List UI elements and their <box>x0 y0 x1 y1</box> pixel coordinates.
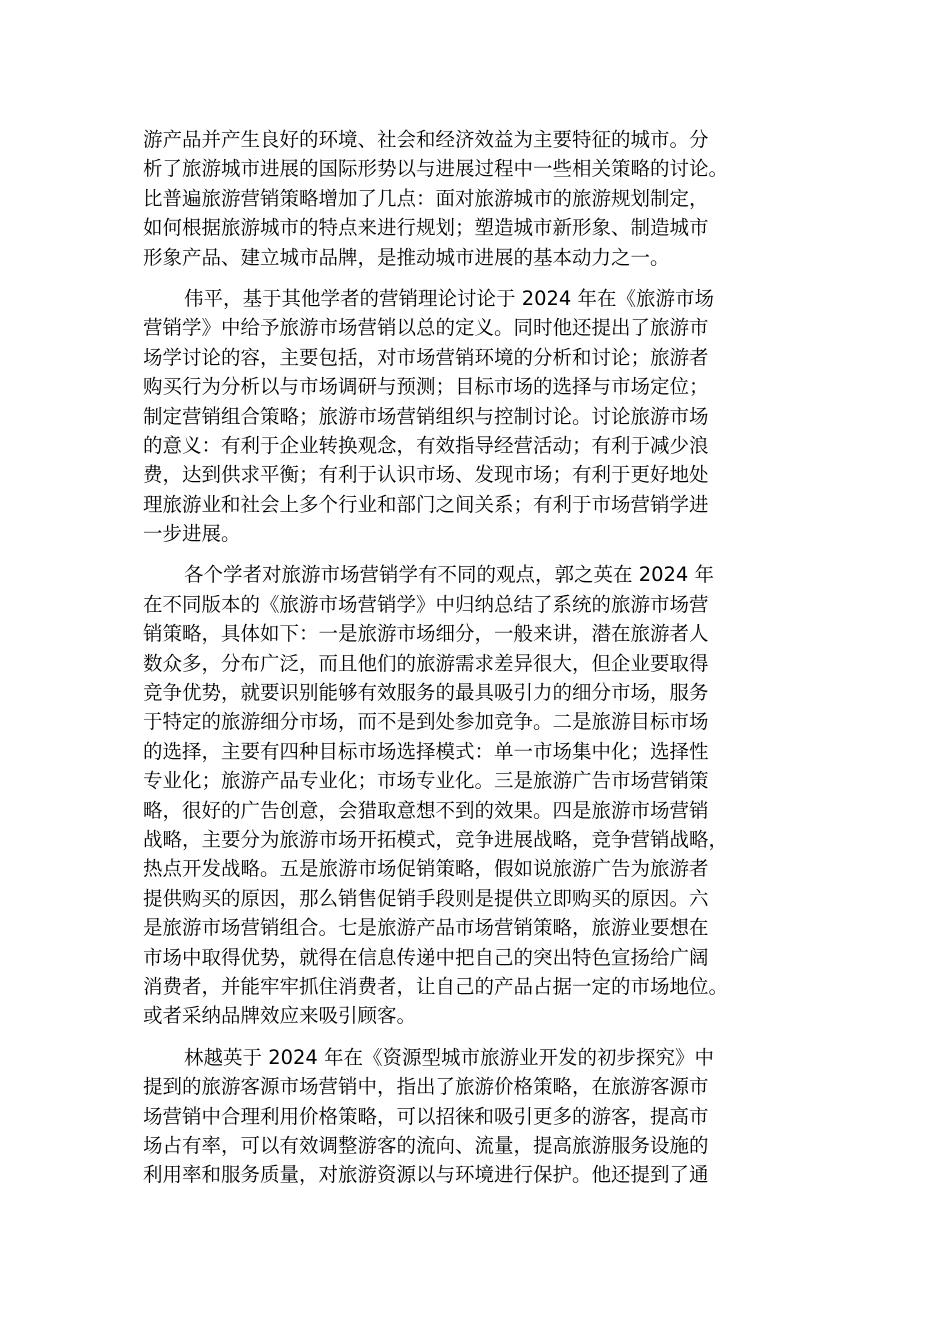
paragraph-3 <box>143 560 807 1030</box>
text-line: 购买行为分析以与市场调研与预测；目标市场的选择与市场定位； <box>143 375 709 399</box>
text-line: 形象产品、建立城市品牌，是推动城市进展的基本动力之一。 <box>143 245 670 269</box>
text-line: 竞争优势，就要识别能够有效服务的最具吸引力的细分市场，服务 <box>143 681 709 705</box>
text-line: 热点开发战略。五是旅游市场促销策略，假如说旅游广告为旅游者 <box>143 857 709 881</box>
text-line: 制定营销组合策略；旅游市场营销组织与控制讨论。讨论旅游市场 <box>143 404 709 428</box>
text-line: 如何根据旅游城市的特点来进行规划；塑造城市新形象、制造城市 <box>143 216 709 240</box>
text-line: 比普遍旅游营销策略增加了几点：面对旅游城市的旅游规划制定， <box>143 186 709 210</box>
text-line: 是旅游市场营销组合。七是旅游产品市场营销策略，旅游业要想在 <box>143 916 709 940</box>
text-line: 利用率和服务质量，对旅游资源以与环境进行保护。他还提到了通 <box>143 1163 709 1187</box>
text-line: 一步进展。 <box>143 522 241 546</box>
paragraph-2 <box>143 284 807 549</box>
text-line: 各个学者对旅游市场营销学有不同的观点，郭之英在 2024 年 <box>184 563 715 587</box>
text-line: 专业化；旅游产品专业化；市场专业化。三是旅游广告市场营销策 <box>143 769 709 793</box>
text-line: 场占有率，可以有效调整游客的流向、流量，提高旅游服务设施的 <box>143 1133 709 1157</box>
text-line: 在不同版本的《旅游市场营销学》中归纳总结了系统的旅游市场营 <box>143 592 709 616</box>
text-line: 营销学》中给予旅游市场营销以总的定义。同时他还提出了旅游市 <box>143 316 709 340</box>
text-line: 场学讨论的容，主要包括，对市场营销环境的分析和讨论；旅游者 <box>143 345 709 369</box>
text-line: 或者采纳品牌效应来吸引顾客。 <box>143 1004 417 1028</box>
text-line: 提到的旅游客源市场营销中，指出了旅游价格策略，在旅游客源市 <box>143 1075 709 1099</box>
text-line: 市场中取得优势，就得在信息传递中把自己的突出特色宣扬给广阔 <box>143 945 709 969</box>
text-line: 于特定的旅游细分市场，而不是到处参加竞争。二是旅游目标市场 <box>143 710 709 734</box>
text-line: 战略，主要分为旅游市场开拓模式，竞争进展战略，竞争营销战略， <box>143 827 729 851</box>
document-body <box>143 125 807 1202</box>
text-line: 略，很好的广告创意，会猎取意想不到的效果。四是旅游市场营销 <box>143 798 709 822</box>
text-line: 林越英于 2024 年在《资源型城市旅游业开发的初步探究》中 <box>184 1045 715 1069</box>
text-line: 费，达到供求平衡；有利于认识市场、发现市场；有利于更好地处 <box>143 463 709 487</box>
paragraph-4 <box>143 1043 807 1190</box>
text-line: 理旅游业和社会上多个行业和部门之间关系；有利于市场营销学进 <box>143 492 709 516</box>
text-line: 游产品并产生良好的环境、社会和经济效益为主要特征的城市。分 <box>143 128 709 151</box>
text-line: 数众多，分布广泛，而且他们的旅游需求差异很大，但企业要取得 <box>143 651 709 675</box>
text-line: 消费者，并能牢牢抓住消费者，让自己的产品占据一定的市场地位。 <box>143 974 729 998</box>
text-line: 的选择，主要有四种目标市场选择模式：单一市场集中化；选择性 <box>143 739 709 763</box>
text-line: 提供购买的原因，那么销售促销手段则是提供立即购买的原因。六 <box>143 886 709 910</box>
text-line: 的意义：有利于企业转换观念，有效指导经营活动；有利于减少浪 <box>143 433 709 457</box>
text-line: 销策略，具体如下：一是旅游市场细分，一般来讲，潜在旅游者人 <box>143 622 709 646</box>
paragraph-1 <box>143 125 807 272</box>
text-line: 析了旅游城市进展的国际形势以与进展过程中一些相关策略的讨论。 <box>143 157 729 181</box>
text-line: 伟平，基于其他学者的营销理论讨论于 2024 年在《旅游市场 <box>184 286 715 310</box>
text-line: 场营销中合理利用价格策略，可以招徕和吸引更多的游客，提高市 <box>143 1104 709 1128</box>
